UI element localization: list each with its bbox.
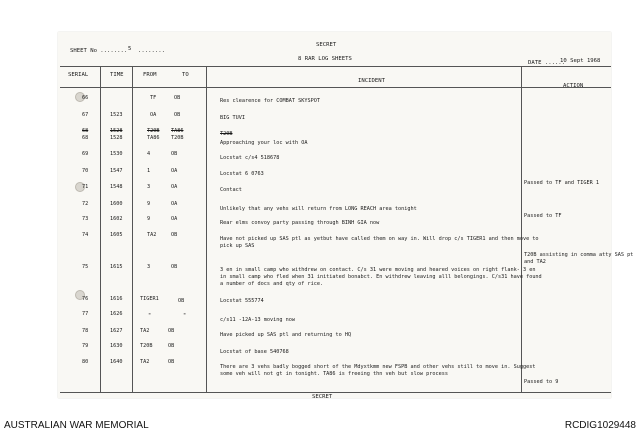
row-from: 1 [147, 168, 151, 174]
row-time: 1548 [110, 184, 123, 190]
row-time: 1602 [110, 216, 123, 222]
row-to: OA [171, 184, 178, 190]
row-to: OA [171, 168, 178, 174]
row-incident: Contact [220, 187, 242, 193]
row-serial: 67 [82, 112, 89, 118]
sheet-no-dots: ........ [138, 48, 165, 54]
row-incident: Locstat c/s4 518678 [220, 155, 280, 161]
row-time: 1528 [110, 135, 123, 141]
row-action: Passed to TF and TIGER 1 [524, 180, 599, 186]
footer-source: AUSTRALIAN WAR MEMORIAL [4, 420, 149, 431]
row-from: T20B [140, 343, 153, 349]
column-header-action: ACTION [563, 83, 584, 89]
row-serial: 75 [82, 264, 89, 270]
row-from: 3 [147, 184, 151, 190]
struck-incident: T20B [220, 131, 233, 137]
column-header-serial: SERIAL [68, 72, 89, 78]
sheet-no-value: 5 [128, 46, 132, 52]
row-time: 1630 [110, 343, 123, 349]
row-to: OB [168, 328, 175, 334]
row-serial: 71 [82, 184, 89, 190]
row-to: OB [168, 359, 175, 365]
column-divider [521, 66, 522, 392]
row-incident: Have picked up SAS ptl and returning to HQ [220, 332, 352, 338]
row-action: Passed to 9 [524, 379, 559, 385]
row-serial: 80 [82, 359, 89, 365]
struck-serial: 68 [82, 128, 89, 134]
row-incident-line: a number of docs and qty of rice. [220, 281, 324, 287]
row-from: TA2 [147, 232, 157, 238]
column-divider [100, 66, 101, 392]
row-to: OB [174, 95, 181, 101]
log-sheet-page [58, 32, 634, 400]
row-serial: 66 [82, 95, 89, 101]
struck-from: T20B [147, 128, 160, 134]
row-action: Passed to TF [524, 213, 562, 219]
row-incident: Res clearence for COMBAT SKYSPOT [220, 98, 320, 104]
row-to: OB [178, 298, 185, 304]
table-top-rule [60, 66, 611, 67]
row-time: 1547 [110, 168, 123, 174]
row-incident: Locstat 555774 [220, 298, 264, 304]
row-from: TA86 [147, 135, 160, 141]
row-to: OB [171, 151, 178, 157]
column-divider [206, 66, 207, 392]
row-to: OA [171, 216, 178, 222]
row-incident: c/s11 -12A-13 moving now [220, 317, 295, 323]
struck-to: TA86 [171, 128, 184, 134]
row-serial: 76 [82, 296, 89, 302]
row-from: 3 [147, 264, 151, 270]
row-time: 1530 [110, 151, 123, 157]
row-to: OB [168, 343, 175, 349]
header-bottom-rule [60, 87, 611, 88]
row-to: OB [174, 112, 181, 118]
row-incident: Rear elms convoy party passing through BINH GIA now [220, 220, 380, 226]
row-serial: 74 [82, 232, 89, 238]
classification-bottom: SECRET [312, 394, 333, 400]
row-serial: 68 [82, 135, 89, 141]
row-incident: Locstat 6 0763 [220, 171, 264, 177]
row-from: TA2 [140, 328, 150, 334]
row-incident-line: some veh will not gt in tonight. TA86 is freeing thn veh but slow process [220, 371, 448, 377]
row-from: 9 [147, 216, 151, 222]
row-incident: Locstat of base 540768 [220, 349, 289, 355]
row-to: OA [171, 201, 178, 207]
column-header-time: TIME [110, 72, 124, 78]
row-incident-line: There are 3 vehs badly bogged short of the Mdyxtkmm new FSPB and other vehs still to move in. Suggest [220, 364, 536, 370]
row-incident-line: 3 en in small camp who withdrew on contact. C/s 31 were moving and heared voices on right flank- 3 en [220, 267, 536, 273]
row-from: TA2 [140, 359, 150, 365]
row-action-line: and TA2 [524, 259, 546, 265]
sheet-no-label: SHEET No ........ [70, 48, 128, 54]
row-serial: 79 [82, 343, 89, 349]
row-incident-line: Have not picked up SAS ptl as yetbut have called them on way in. Will drop c/s TIGER1 and then move to [220, 236, 539, 242]
row-incident-line: pick up SAS [220, 243, 255, 249]
row-action-line: T20B assisting in comma atty SAS pt [524, 252, 634, 258]
row-from: OA [150, 112, 157, 118]
row-incident: BIG TUVI [220, 115, 245, 121]
row-time: 1626 [110, 311, 123, 317]
document-title: 8 RAR LOG SHEETS [298, 56, 352, 62]
row-incident-line: in small camp who fled when 31 initiated bonabct. En withdrew leaving alll belongings. C/s31 have found [220, 274, 542, 280]
row-serial: 77 [82, 311, 89, 317]
column-header-to: TO [182, 72, 189, 78]
row-serial: 72 [82, 201, 89, 207]
row-serial: 69 [82, 151, 89, 157]
row-serial: 73 [82, 216, 89, 222]
footer-reference: RCDIG1029448 [564, 420, 636, 431]
row-time: 1640 [110, 359, 123, 365]
column-header-incident: INCIDENT [358, 78, 385, 84]
row-from: TF [150, 95, 157, 101]
struck-time: 1528 [110, 128, 123, 134]
classification-top: SECRET [316, 42, 337, 48]
column-divider [132, 66, 133, 392]
row-time: 1627 [110, 328, 123, 334]
row-to: OB [171, 232, 178, 238]
column-header-from: FROM [143, 72, 157, 78]
row-time: 1605 [110, 232, 123, 238]
row-to: OB [171, 264, 178, 270]
row-from: 4 [147, 151, 151, 157]
row-serial: 78 [82, 328, 89, 334]
row-to: " [183, 313, 187, 319]
date-value: 10 Sept 1968 [560, 58, 601, 64]
row-time: 1615 [110, 264, 123, 270]
date-label: DATE ...... [528, 60, 566, 66]
row-time: 1600 [110, 201, 123, 207]
row-from: " [148, 313, 152, 319]
row-to: T20B [171, 135, 184, 141]
row-from: TIGER1 [140, 296, 159, 302]
row-time: 1523 [110, 112, 123, 118]
row-serial: 70 [82, 168, 89, 174]
table-bottom-rule [60, 392, 611, 393]
row-incident: Unlikely that any vehs will return from LONG REACH area tonight [220, 206, 417, 212]
row-time: 1616 [110, 296, 123, 302]
row-incident: Approaching your loc with OA [220, 140, 308, 146]
row-from: 9 [147, 201, 151, 207]
